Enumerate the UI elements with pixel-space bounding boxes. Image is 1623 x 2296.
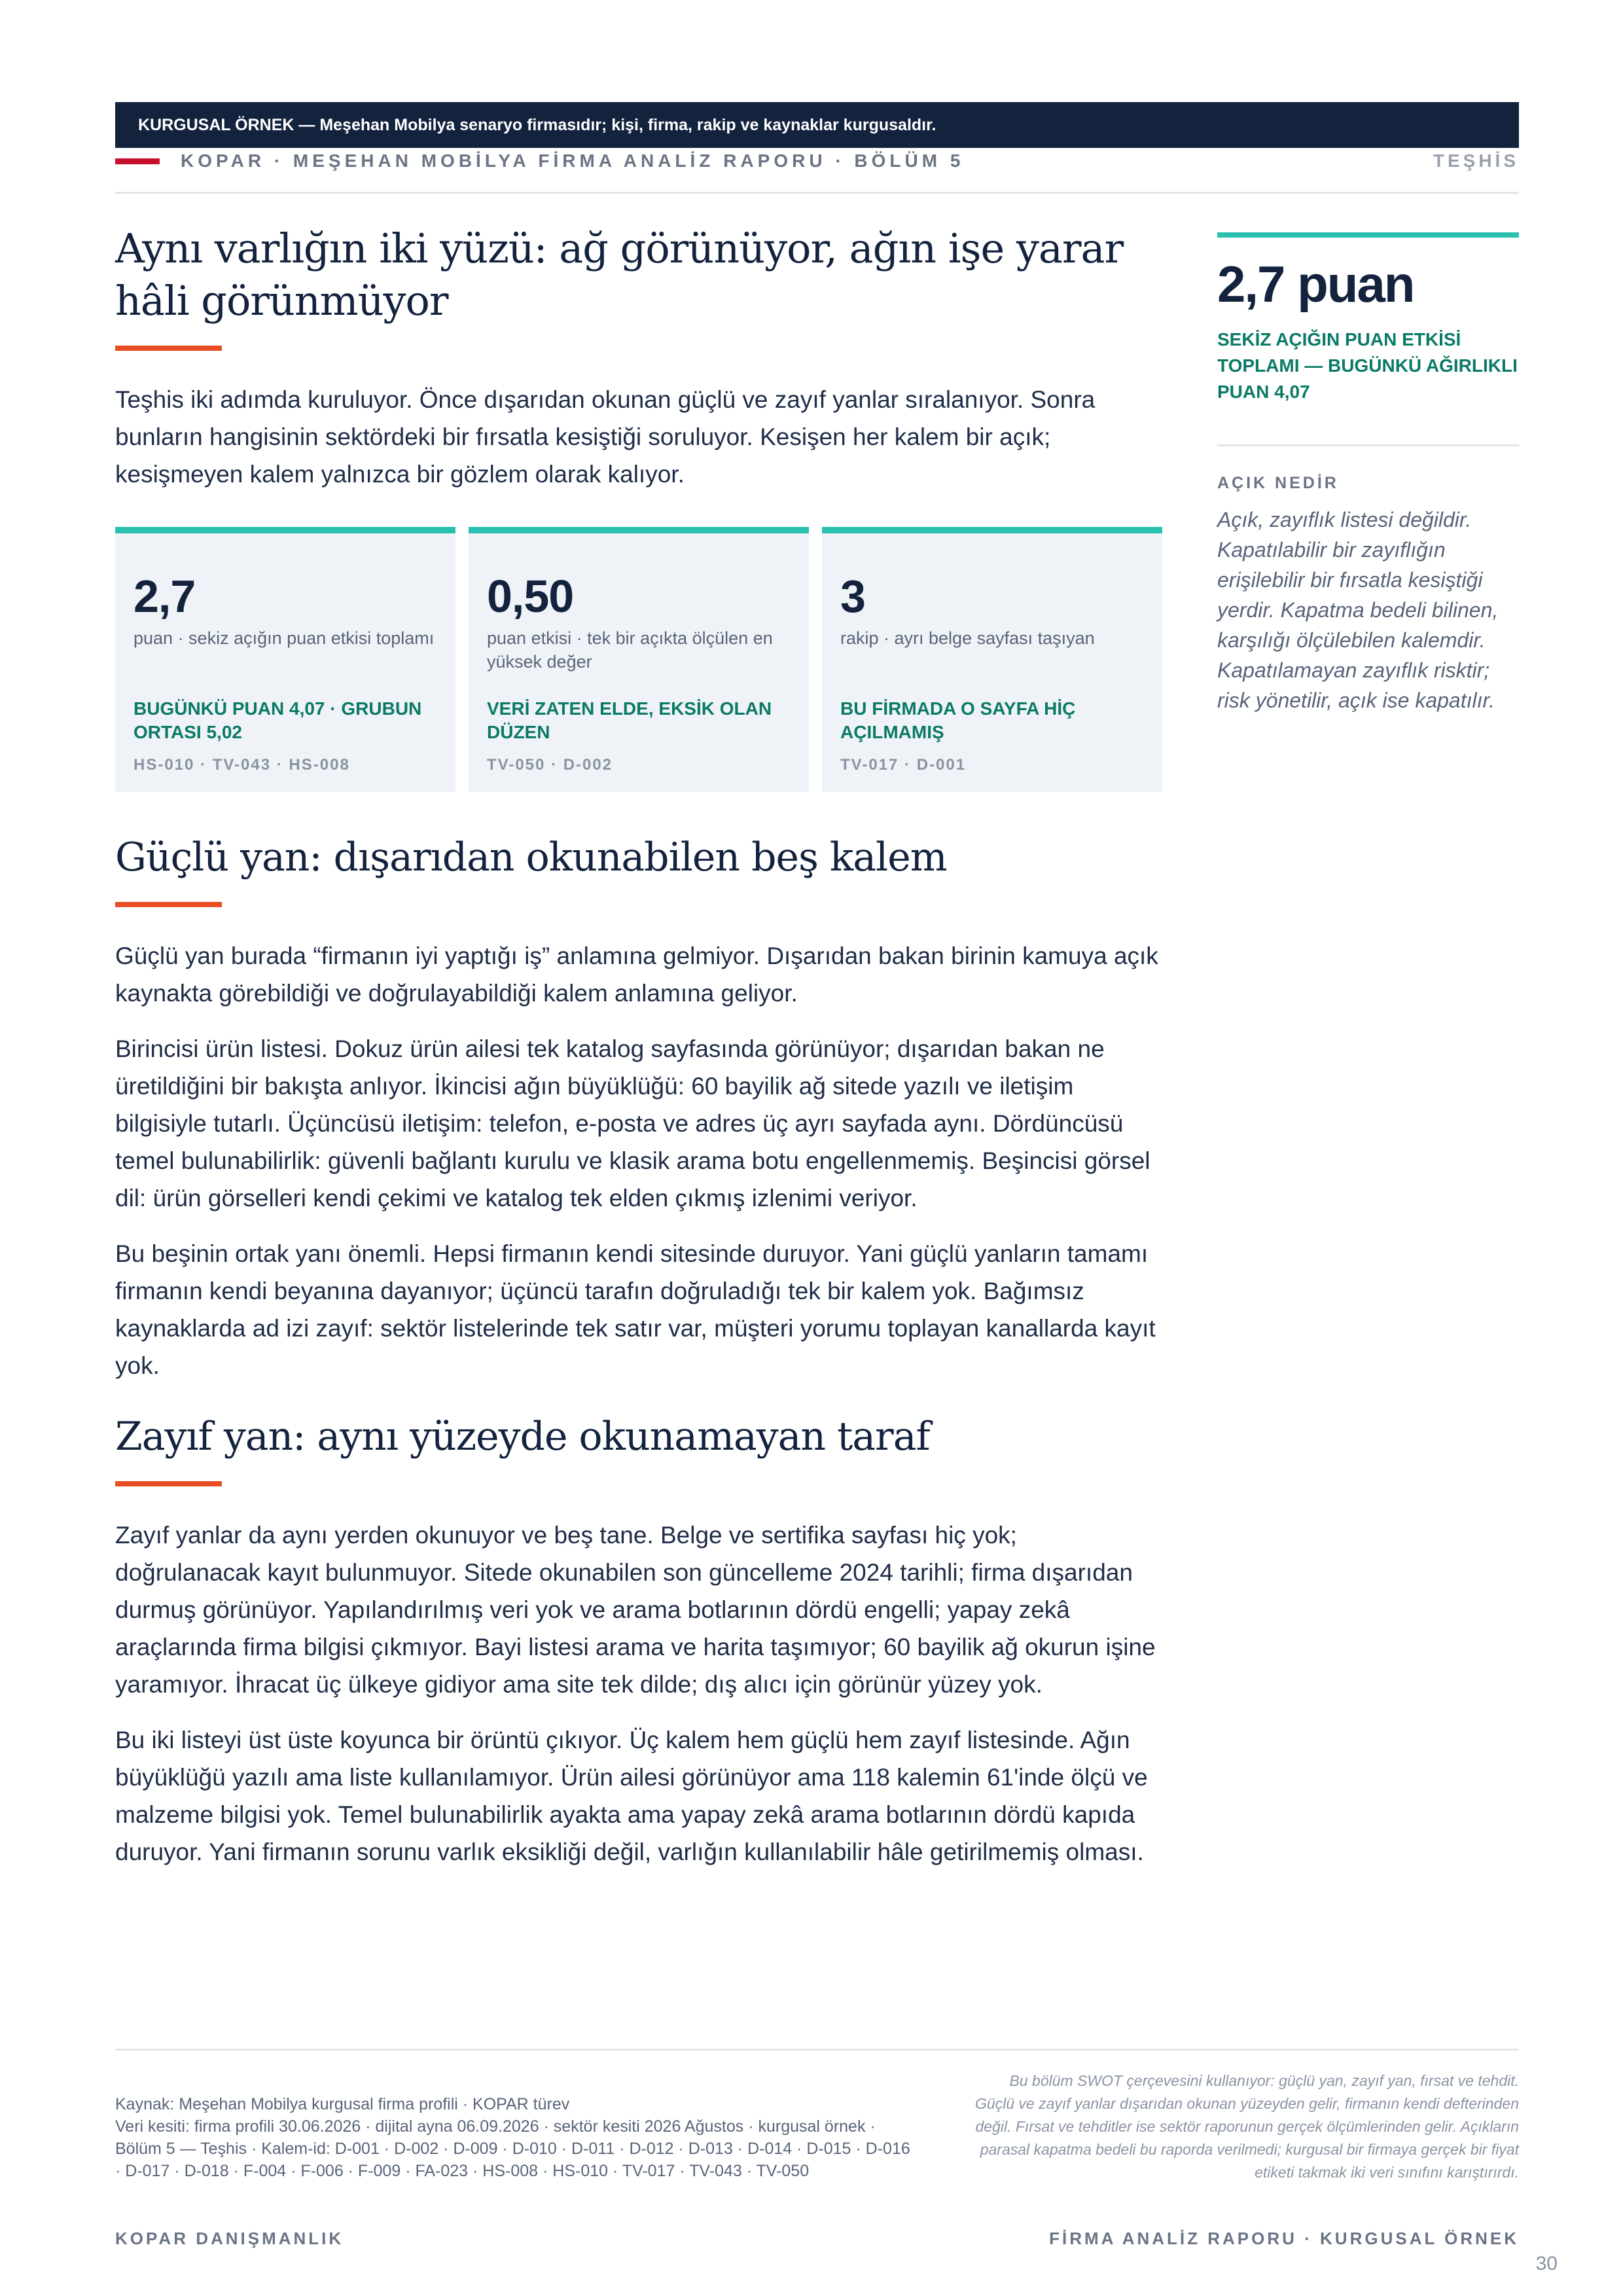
metric-card	[469, 527, 809, 792]
metric-references: HS-010 · TV-043 · HS-008	[134, 756, 350, 774]
sidebar-highlight	[1217, 232, 1519, 405]
metric-value: 3	[840, 571, 865, 622]
page-number: 30	[1535, 2253, 1558, 2274]
metric-description: puan · sekiz açığın puan etkisi toplamı	[134, 628, 435, 648]
footer-divider	[115, 2049, 1519, 2051]
metric-note: VERİ ZATEN ELDE, EKSİK OLAN DÜZEN	[487, 698, 772, 742]
metric-description: puan etkisi · tek bir açıkta ölçülen en yüksek değer	[487, 628, 773, 672]
sidebar-definition: Açık, zayıflık listesi değildir. Kapatılabilir bir zayıflığın erişilebilir bir fırsatla kesiştiği yerdir. Kapatma bedeli bilinen, karşılığı ölçülebilen kalemdir. Kapatılamayan zayıflık risktir; risk yönetilir, açık ise kapatılır.	[1217, 508, 1499, 712]
running-header	[115, 148, 1519, 194]
strengths-paragraph: Bu beşinin ortak yanı önemli. Hepsi firmanın kendi sitesinde duruyor. Yani güçlü yanların tamamı firmanın kendi beyanına dayanıyor; üçüncü tarafın doğruladığı tek bir kalem yok. Bağımsız kaynaklarda ad izi zayıf: sektör listelerinde tek satır var, müşteri yorumu toplayan kanallarda kayıt yok.	[115, 1240, 1156, 1379]
report-title: KOPAR · MEŞEHAN MOBİLYA FİRMA ANALİZ RAPORU · BÖLÜM 5	[181, 151, 965, 171]
heading-underline	[115, 1481, 222, 1486]
metric-note: BUGÜNKÜ PUAN 4,07 · GRUBUN ORTASI 5,02	[134, 698, 422, 742]
metric-card	[822, 527, 1162, 792]
strengths-paragraph: Güçlü yan burada “firmanın iyi yaptığı iş” anlamına gelmiyor. Dışarıdan bakan birinin kamuya açık kaynakta görebildiği ve doğrulayabildiği kalem anlamına geliyor.	[115, 942, 1158, 1007]
footer-source-line: Kaynak: Meşehan Mobilya kurgusal firma profili · KOPAR türev	[115, 2095, 570, 2113]
metric-card	[115, 527, 455, 792]
metric-note: BU FİRMADA O SAYFA HİÇ AÇILMAMIŞ	[840, 698, 1076, 742]
section-label: TEŞHİS	[1433, 151, 1519, 171]
footer-sources	[115, 2093, 920, 2182]
sidebar-score: 2,7 puan	[1217, 255, 1414, 313]
weaknesses-paragraph: Bu iki listeyi üst üste koyunca bir örüntü çıkıyor. Üç kalem hem güçlü hem zayıf listesinde. Ağın büyüklüğü yazılı ama liste kullanılamıyor. Ürün ailesi görünüyor ama 118 kalemin 61'inde ölçü ve malzeme bilgisi yok. Temel bulunabilirlik ayakta ama yapay zekâ arama botlarının dördü kapıda duruyor. Yani firmanın sorunu varlık eksikliği değil, varlığın kullanılabilir hâle getirilmemiş olması.	[115, 1727, 1148, 1865]
heading-underline	[115, 346, 222, 351]
footer-method-note: Bu bölüm SWOT çerçevesini kullanıyor: güçlü yan, zayıf yan, fırsat ve tehdit. Güçlü ve zayıf yanlar dışarıdan okunan yüzeyden gelir, firmanın kendi defterinden değil. Fırsat ve tehditler ise sektör raporunun gerçek ölçümlerinden gelir. Açıkların parasal kapatma bedeli bu raporda verilmedi; kurgusal bir firmaya gerçek bir fiyat etiketi takmak iki veri sınıfını karıştırırdı.	[974, 2072, 1519, 2181]
metric-description: rakip · ayrı belge sayfası taşıyan	[840, 628, 1095, 648]
footer-data-line: Veri kesiti: firma profili 30.06.2026 · dijital ayna 06.09.2026 · sektör kesiti 2026 Ağustos · kurgusal örnek · Bölüm 5 — Teşhis · Kalem-id: D-001 · D-002 · D-009 · D-010 · D-011 · D-012 · D-013 · D-014 · D-015 · D-016 · D-017 · D-018 · F-004 · F-006 · F-009 · FA-023 · HS-008 · HS-010 · TV-017 · TV-043 · TV-050	[115, 2117, 910, 2180]
metric-cards	[115, 527, 1162, 792]
sidebar-divider	[1217, 444, 1519, 446]
weaknesses-paragraph: Zayıf yanlar da aynı yerden okunuyor ve beş tane. Belge ve sertifika sayfası hiç yok; doğrulanacak kayıt bulunmuyor. Sitede okunabilen son güncelleme 2024 tarihli; firma dışarıdan durmuş görünüyor. Yapılandırılmış veri yok ve arama botlarının dördü engelli; yapay zekâ araçlarında firma bilgisi çıkmıyor. Bayi listesi arama ve harita taşımıyor; 60 bayilik ağ okurun işine yaramıyor. İhracat üç ülkeye gidiyor ama site tek dilde; dış alıcı için görünür yüzey yok.	[115, 1522, 1156, 1698]
strengths-paragraph: Birincisi ürün listesi. Dokuz ürün ailesi tek katalog sayfasında görünüyor; dışarıdan bakan ne üretildiğini bir bakışta anlıyor. İkincisi ağın büyüklüğü: 60 bayilik ağ sitede yazılı ve iletişim bilgisiyle tutarlı. Üçüncüsü iletişim: telefon, e-posta ve adres üç ayrı sayfada aynı. Dördüncüsü temel bulunabilirlik: güvenli bağlantı kurulu ve klasik arama botu engellenmemiş. Beşincisi görsel dil: ürün görselleri kendi çekimi ve katalog tek elden çıkmış izlenimi veriyor.	[115, 1035, 1150, 1211]
metric-references: TV-050 · D-002	[487, 756, 613, 774]
metric-references: TV-017 · D-001	[840, 756, 967, 774]
sidebar-score-caption: SEKİZ AÇIĞIN PUAN ETKİSİ TOPLAMI — BUGÜNKÜ AĞIRLIKLI PUAN 4,07	[1217, 329, 1518, 402]
heading-underline	[115, 902, 222, 907]
sidebar-heading: AÇIK NEDİR	[1217, 474, 1339, 492]
intro-paragraph: Teşhis iki adımda kuruluyor. Önce dışarıdan okunan güçlü ve zayıf yanlar sıralanıyor. Sonra bunların hangisinin sektördeki bir fırsatla kesiştiği soruluyor. Kesişen her kalem bir açık; kesişmeyen kalem yalnızca bir gözlem olarak kalıyor.	[115, 386, 1096, 488]
fictional-example-banner: KURGUSAL ÖRNEK — Meşehan Mobilya senaryo firmasıdır; kişi, firma, rakip ve kaynaklar kurgusaldır.	[115, 102, 1519, 148]
metric-value: 0,50	[487, 571, 574, 622]
footer-series: FİRMA ANALİZ RAPORU · KURGUSAL ÖRNEK	[1049, 2229, 1519, 2248]
metric-value: 2,7	[134, 571, 196, 622]
sidebar	[1217, 232, 1519, 715]
strengths-heading: Güçlü yan: dışarıdan okunabilen beş kalem	[115, 834, 947, 880]
footer-brand: KOPAR DANIŞMANLIK	[115, 2229, 344, 2248]
header-accent-mark	[115, 158, 160, 164]
main-column	[115, 223, 1162, 1889]
page-heading: Aynı varlığın iki yüzü: ağ görünüyor, ağın işe yarar hâli görünmüyor	[115, 224, 1124, 325]
weaknesses-heading: Zayıf yan: aynı yüzeyde okunamayan taraf	[115, 1414, 930, 1460]
